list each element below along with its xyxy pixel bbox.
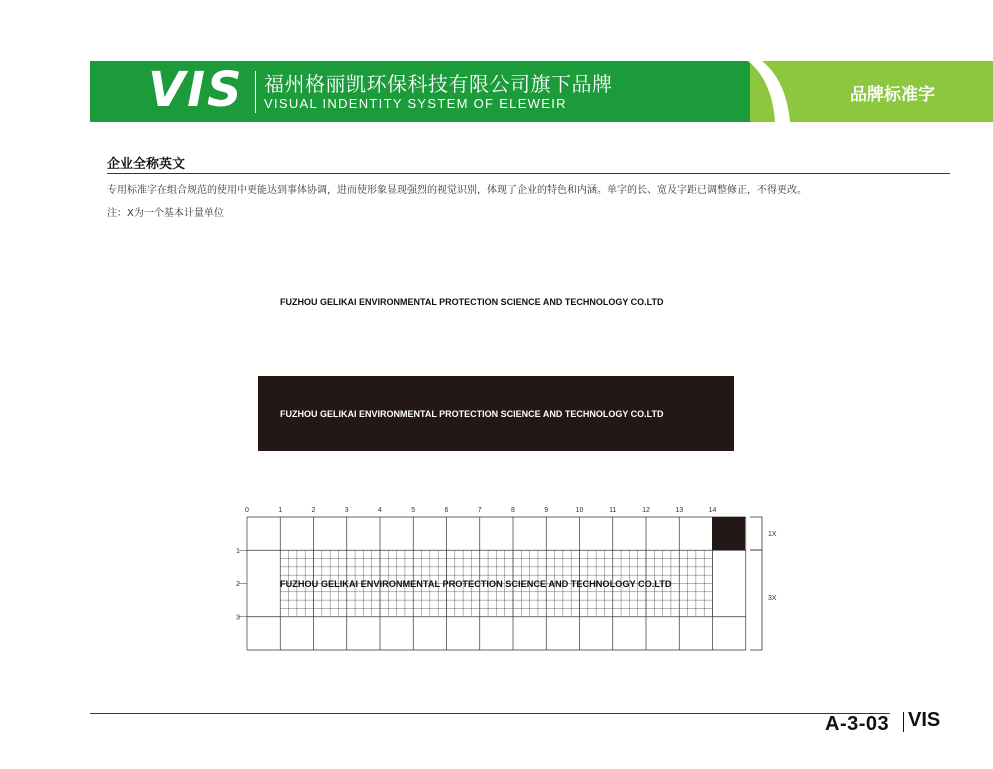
grid-column-label: 12 — [642, 507, 650, 514]
grid-column-label: 14 — [708, 507, 717, 514]
footer-vis-logo: VIS — [908, 709, 941, 731]
footer-separator — [903, 712, 904, 732]
title-divider — [107, 173, 950, 174]
description-text: 专用标准字在组合规范的使用中更能达到事体协调，进而使形象显现强烈的视觉识别，体现了企业的特色和内涵。单字的长、宽及字距已调整修正，不得更改。 — [107, 185, 807, 196]
grid-row-labels — [236, 548, 240, 622]
grid-column-label: 11 — [609, 507, 617, 514]
section-label: 品牌标准字 — [850, 85, 935, 105]
grid-column-label: 1 — [278, 507, 283, 514]
grid-column-label: 6 — [444, 507, 449, 514]
dimension-bracket-3x — [750, 550, 762, 650]
grid-column-label: 10 — [575, 507, 584, 514]
grid-column-label: 0 — [245, 507, 249, 514]
grid-column-label: 8 — [511, 507, 515, 514]
wordmark-on-dark: FUZHOU GELIKAI ENVIRONMENTAL PROTECTION SCIENCE AND TECHNOLOGY CO.LTD — [280, 409, 664, 419]
page-number: A-3-03 — [825, 713, 890, 735]
unit-note: 注：X为一个基本计量单位 — [107, 208, 224, 219]
grid-row-label: 2 — [236, 581, 240, 588]
company-name-cn: 福州格丽凯环保科技有限公司旗下品牌 — [264, 72, 613, 96]
grid-column-labels — [245, 507, 716, 514]
company-name-en: VISUAL INDENTITY SYSTEM OF ELEWEIR — [264, 96, 567, 111]
grid-column-label: 4 — [378, 507, 382, 514]
grid-column-label: 13 — [675, 507, 684, 514]
grid-unit-black-square — [712, 517, 745, 550]
vis-logo: VIS — [148, 62, 244, 118]
dimension-label-1x: 1X — [768, 531, 777, 538]
grid-row-label: 3 — [236, 614, 240, 622]
construction-grid — [230, 503, 790, 658]
footer-divider — [90, 713, 890, 714]
grid-wordmark: FUZHOU GELIKAI ENVIRONMENTAL PROTECTION SCIENCE AND TECHNOLOGY CO.LTD — [280, 579, 672, 589]
grid-row-label: 1 — [236, 547, 240, 555]
wordmark-on-white: FUZHOU GELIKAI ENVIRONMENTAL PROTECTION SCIENCE AND TECHNOLOGY CO.LTD — [280, 297, 664, 307]
page-title: 企业全称英文 — [107, 157, 186, 172]
grid-column-label: 9 — [544, 507, 549, 514]
grid-column-label: 3 — [344, 507, 349, 514]
grid-column-label: 5 — [411, 507, 416, 514]
dimension-bracket-1x — [750, 517, 762, 550]
dimension-label-3x: 3X — [768, 595, 777, 602]
grid-column-label: 2 — [311, 507, 316, 514]
grid-column-label: 7 — [477, 507, 482, 514]
logo-divider — [255, 71, 256, 113]
